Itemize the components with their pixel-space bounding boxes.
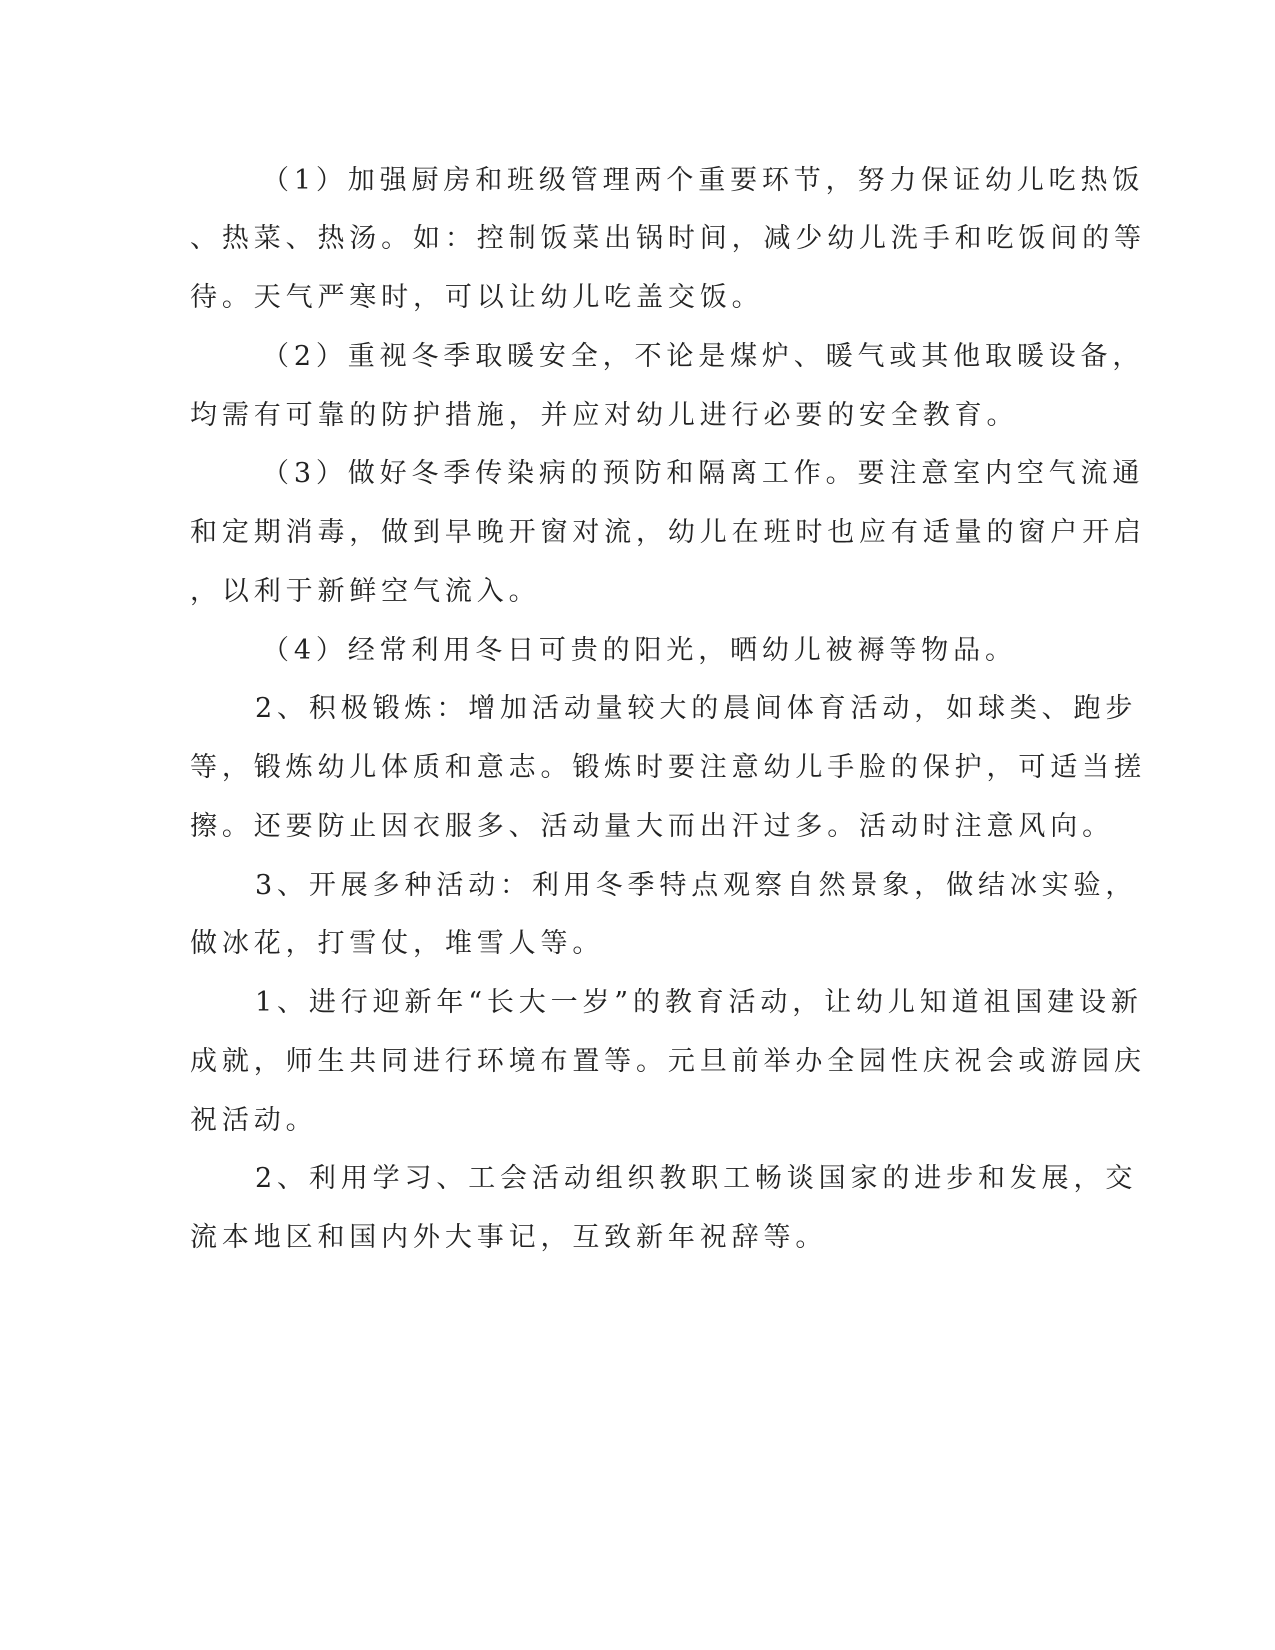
text-line: 和定期消毒，做到早晚开窗对流，幼儿在班时也应有适量的窗户开启	[190, 517, 1146, 548]
text-line: （2）重视冬季取暖安全，不论是煤炉、暖气或其他取暖设备，	[262, 341, 1145, 372]
text-line: 、热菜、热汤。如：控制饭菜出锅时间，减少幼儿洗手和吃饭间的等	[190, 223, 1146, 254]
text-line: 2、积极锻炼：增加活动量较大的晨间体育活动，如球类、跑步	[255, 693, 1138, 724]
text-line: （3）做好冬季传染病的预防和隔离工作。要注意室内空气流通	[262, 458, 1145, 489]
text-line: （1）加强厨房和班级管理两个重要环节，努力保证幼儿吃热饭	[262, 165, 1145, 196]
text-line: ，以利于新鲜空气流入。	[190, 576, 541, 607]
text-line: 均需有可靠的防护措施，并应对幼儿进行必要的安全教育。	[190, 400, 1019, 431]
text-line: 流本地区和国内外大事记，互致新年祝辞等。	[190, 1222, 828, 1253]
text-line: 做冰花，打雪仗，堆雪人等。	[190, 928, 605, 959]
text-line: 擦。还要防止因衣服多、活动量大而出汗过多。活动时注意风向。	[190, 811, 1114, 842]
text-line: 待。天气严寒时，可以让幼儿吃盖交饭。	[190, 282, 764, 313]
text-line: 等，锻炼幼儿体质和意志。锻炼时要注意幼儿手脸的保护，可适当搓	[190, 752, 1146, 783]
text-line: （4）经常利用冬日可贵的阳光，晒幼儿被褥等物品。	[262, 635, 1017, 666]
text-line: 2、利用学习、工会活动组织教职工畅谈国家的进步和发展，交	[255, 1163, 1138, 1194]
text-line: 3、开展多种活动：利用冬季特点观察自然景象，做结冰实验，	[255, 870, 1138, 901]
text-line: 1、进行迎新年“长大一岁”的教育活动，让幼儿知道祖国建设新	[255, 987, 1143, 1018]
text-line: 成就，师生共同进行环境布置等。元旦前举办全园性庆祝会或游园庆	[190, 1046, 1146, 1077]
text-line: 祝活动。	[190, 1105, 318, 1136]
